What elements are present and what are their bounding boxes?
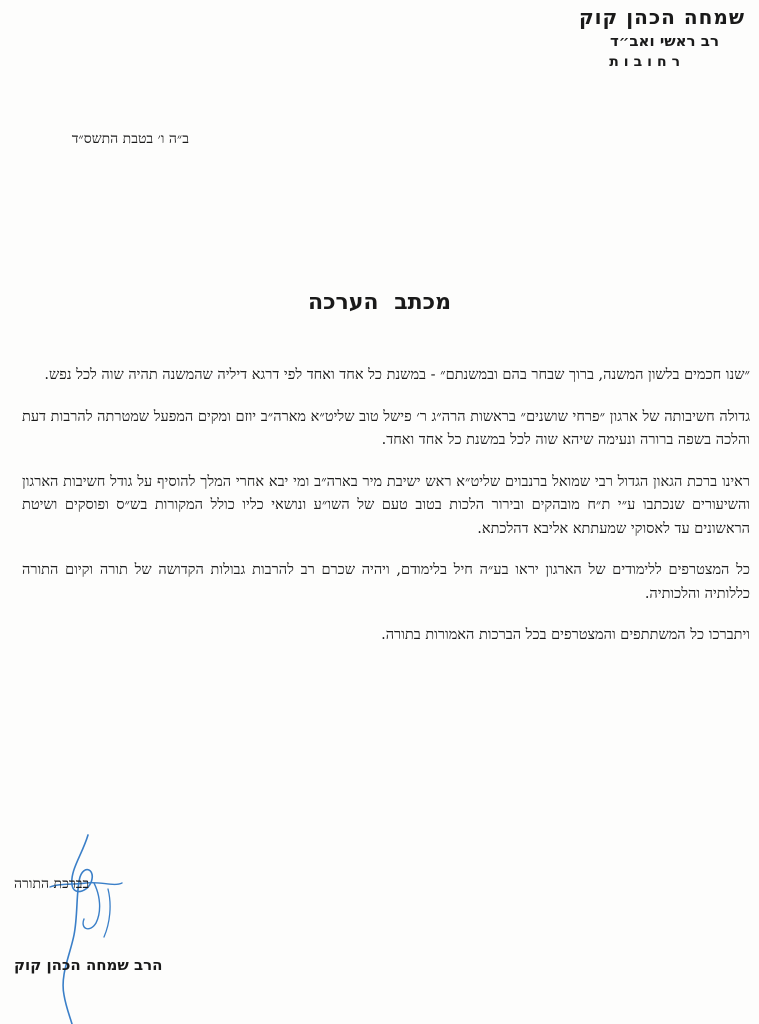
paragraph: ויתברכו כל המשתתפים והמצטרפים בכל הברכות האמורות בתורה. [381,627,750,643]
letterhead-title: רב ראשי ואב״ד [609,32,719,50]
paragraph: כל המצטרפים ללימודים של הארגון יראו בע״ה חיל בלימודם, ויהיה שכרם רב להרבות גבולות הקדושה של תורה וקיום התורה כללותיה והלכותיה. [22,562,750,602]
letter-heading: מכתב הערכה [307,290,452,315]
signer-name: הרב שמחה הכהן קוק [14,956,163,974]
closing-line: בברכת התורה [14,876,90,892]
letter-date: ב״ה ו׳ בטבת התשס״ד [71,131,189,147]
letterhead-city: רחובות [609,54,685,70]
letter-body [22,364,750,666]
paragraph: גדולה חשיבותה של ארגון ״פרחי שושנים״ בראשות הרה״ג ר׳ פישל טוב שליט״א מארה״ב יוזם ומקים המפעל שמטרתה להרבות דעת והלכה בשפה ברורה ונעימה שיהא שוה לכל במשנת כל אחד ואחד. [22,408,750,448]
paragraph: ראינו ברכת הגאון הגדול רבי שמואל ברנבוים שליט״א ראש ישיבת מיר בארה״ב ומי יבא אחרי המלך להוסיף על גודל חשיבות הארגון והשיעורים שנכתבו ע״י ת״ח מובהקים ובירור הלכות בטוב טעם של השו״ע ונושאי כליו כולל המקורות בש״ס ופוסקים ושיטת הראשונים עד לאסוקי שמעתתא אליבא דהלכתא. [22,473,750,537]
letterhead [485,4,745,72]
letterhead-name: שמחה הכהן קוק [578,5,745,29]
paragraph: ״שנו חכמים בלשון המשנה, ברוך שבחר בהם ובמשנתם״ - במשנת כל אחד ואחד לפי דרגא דיליה שהמשנה תהיה שוה לכל נפש. [44,367,750,383]
handwritten-signature [30,825,150,1024]
